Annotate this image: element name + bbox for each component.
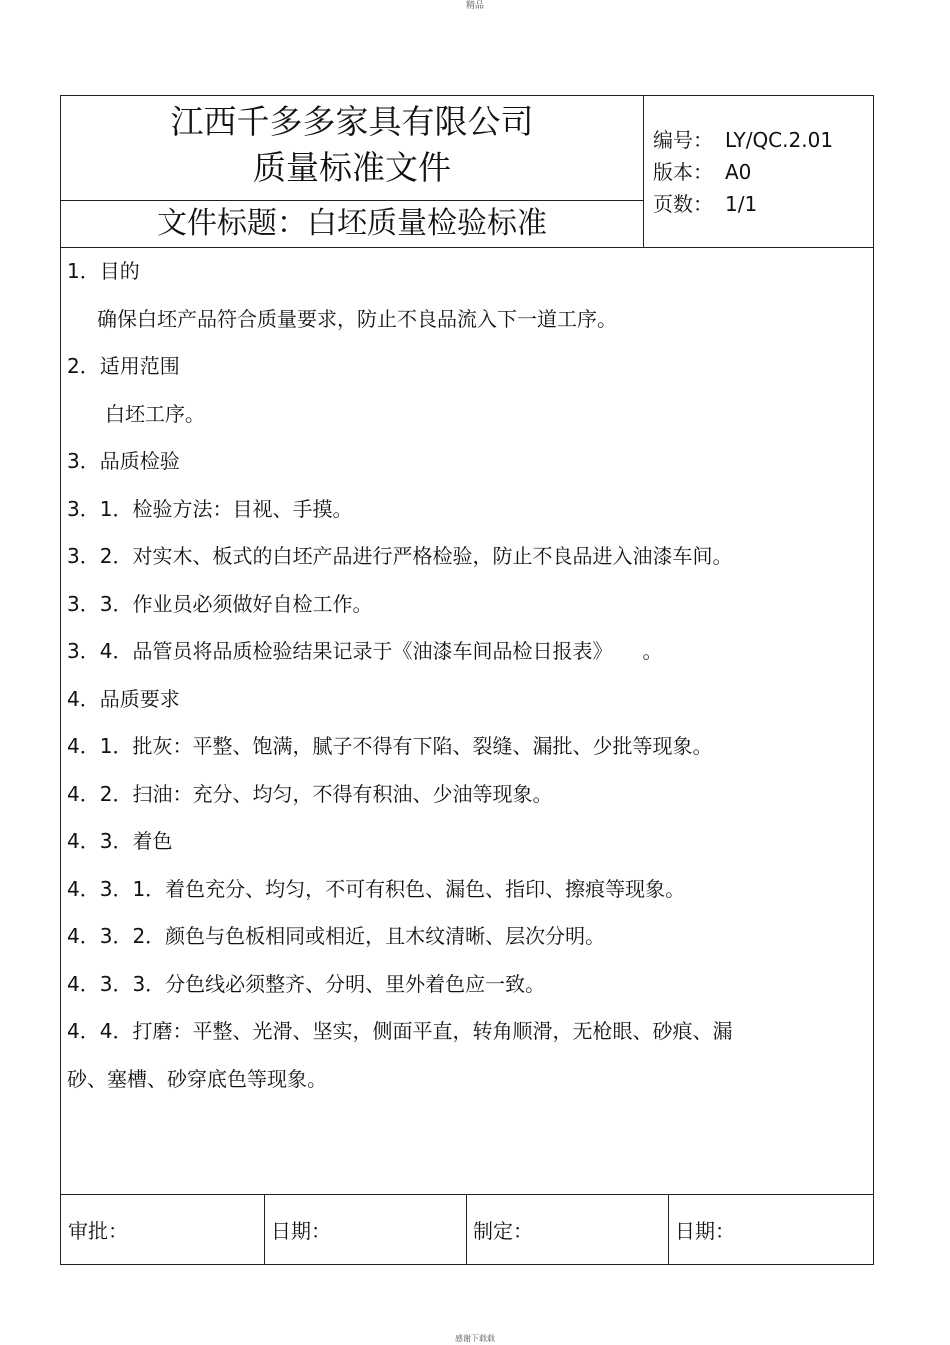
meta-value: 1/1 (725, 192, 758, 216)
header-divider-vertical (643, 96, 644, 248)
list-item: 4．1．批灰：平整、饱满，腻子不得有下陷、裂缝、漏批、少批等现象。 (67, 734, 713, 758)
signoff-row (61, 1194, 873, 1264)
section-heading: 1．目的 (67, 259, 140, 283)
paragraph: 确保白坯产品符合质量要求，防止不良品流入下一道工序。 (97, 306, 617, 331)
meta-value: LY/QC.2.01 (725, 128, 834, 152)
prepare-cell: 制定： (473, 1219, 533, 1243)
section-heading: 2．适用范围 (67, 354, 180, 378)
title-divider (61, 200, 643, 201)
document-meta (653, 124, 833, 220)
meta-key: 版本： (653, 160, 713, 184)
list-item: 3．3．作业员必须做好自检工作。 (67, 591, 373, 616)
list-item: 3．2．对实木、板式的白坯产品进行严格检验，防止不良品进入油漆车间。 (67, 544, 733, 568)
approve-date-cell: 日期： (271, 1219, 331, 1243)
approve-cell: 审批： (68, 1219, 128, 1243)
document-type: 质量标准文件 (253, 148, 451, 187)
list-item: 4．3．着色 (67, 829, 173, 853)
quality-standard-document (60, 95, 874, 1265)
meta-value: A0 (725, 160, 752, 184)
list-item-continuation: 砂、塞槽、砂穿底色等现象。 (67, 1066, 327, 1091)
meta-key: 编号： (653, 128, 713, 152)
document-body (67, 248, 857, 1103)
meta-row-number (653, 124, 833, 156)
page-bottom-mark: 感谢下载载 (455, 1334, 495, 1343)
section-heading: 4．品质要求 (67, 686, 180, 711)
meta-key: 页数： (653, 192, 713, 216)
paragraph: 白坯工序。 (105, 401, 205, 426)
meta-row-version (653, 156, 833, 188)
list-item: 4．3．3．分色线必须整齐、分明、里外着色应一致。 (67, 971, 546, 996)
list-item: 4．3．2．颜色与色板相同或相近，且木纹清晰、层次分明。 (67, 924, 606, 948)
list-item: 3．4．品管员将品质检验结果记录于《油漆车间品检日报表》 。 (67, 639, 663, 663)
meta-row-pages (653, 188, 833, 220)
list-item: 4．4．打磨：平整、光滑、坚实，侧面平直，转角顺滑，无枪眼、砂痕、漏 (67, 1019, 733, 1043)
document-title: 文件标题：白坯质量检验标准 (157, 206, 547, 241)
page-top-mark: 精品 (465, 1, 484, 11)
list-item: 3．1．检验方法：目视、手摸。 (67, 496, 353, 521)
prepare-date-cell: 日期： (675, 1219, 735, 1243)
list-item: 4．3．1．着色充分、均匀，不可有积色、漏色、指印、擦痕等现象。 (67, 876, 686, 901)
company-name: 江西千多多家具有限公司 (170, 102, 534, 141)
list-item: 4．2．扫油：充分、均匀，不得有积油、少油等现象。 (67, 781, 553, 806)
section-heading: 3．品质检验 (67, 449, 180, 473)
